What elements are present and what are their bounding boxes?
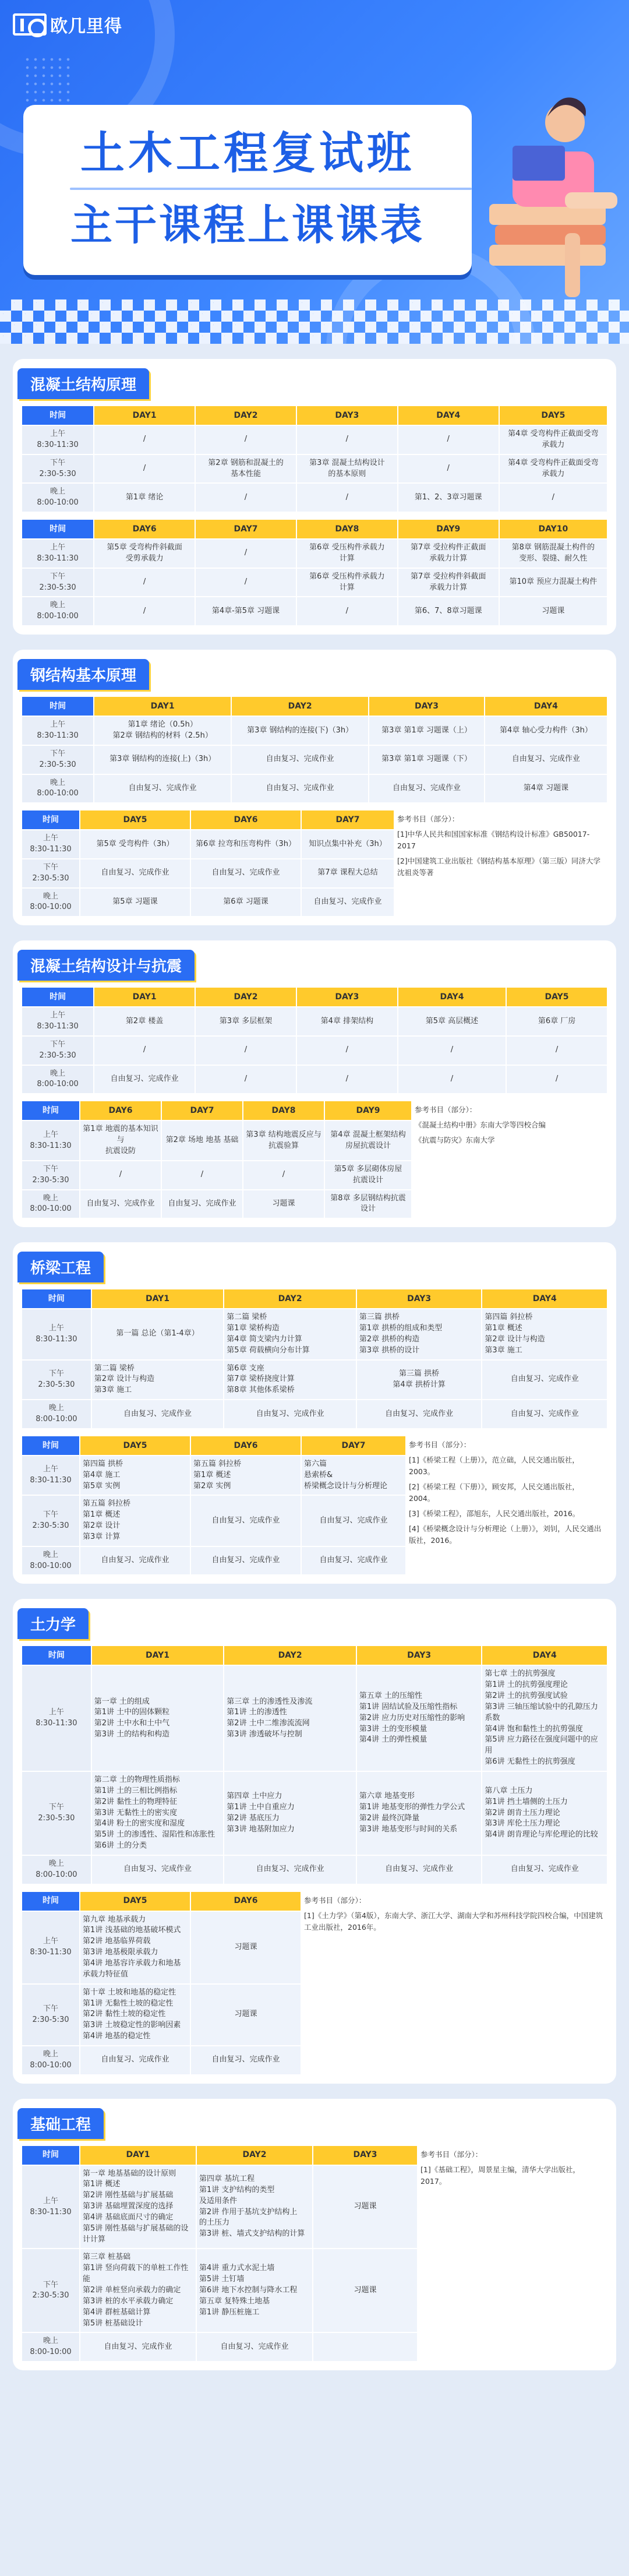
schedule-table xyxy=(21,1288,608,1429)
time-slot: 下午 2:30-5:30 xyxy=(22,568,94,597)
hero-banner xyxy=(0,0,629,344)
time-header: 时间 xyxy=(22,1645,91,1665)
time-header: 时间 xyxy=(22,1289,91,1309)
day-header: DAY5 xyxy=(80,1891,190,1911)
lesson-cell: 第8章 钢筋混凝土构件的 变形、裂缝、耐久性 xyxy=(499,539,607,568)
day-header: DAY9 xyxy=(398,519,499,539)
title-card xyxy=(23,105,472,275)
time-header: 时间 xyxy=(22,519,94,539)
section-card xyxy=(13,2099,616,2371)
schedule-table xyxy=(21,809,608,917)
day-header: DAY5 xyxy=(499,406,607,425)
table-row xyxy=(22,1360,607,1400)
lesson-cell: 第2章 场地 地基 基础 xyxy=(161,1120,243,1161)
table-header-row xyxy=(22,2145,607,2165)
day-header: DAY7 xyxy=(301,810,394,830)
table-row xyxy=(22,1065,607,1094)
time-slot: 晚上 8:00-10:00 xyxy=(22,1065,94,1094)
schedule-table xyxy=(21,1100,608,1219)
schedule-table xyxy=(21,1435,608,1576)
lesson-cell: / xyxy=(398,1065,506,1094)
schedule-table xyxy=(21,405,608,513)
schedule-table xyxy=(21,1645,608,1884)
day-header: DAY3 xyxy=(369,696,485,716)
lesson-cell: 第3章 第1章 习题课（上） xyxy=(369,716,485,745)
lesson-cell: 第1章 地震的基本知识与 抗震设防 xyxy=(80,1120,161,1161)
day-header: DAY4 xyxy=(398,406,499,425)
time-slot: 下午 2:30-5:30 xyxy=(22,1495,80,1546)
lesson-cell: 第8章 多层钢结构抗震 设计 xyxy=(324,1190,412,1219)
table-header-row xyxy=(22,1436,607,1456)
day-header: DAY10 xyxy=(499,519,607,539)
time-slot: 上午 8:30-11:30 xyxy=(22,1456,80,1496)
reference-item: [2]中国建筑工业出版社《钢结构基本原理》（第三版）同济大学沈祖炎等著 xyxy=(397,857,600,878)
lesson-cell: 第4章 受弯构件正截面受弯 承载力 xyxy=(499,454,607,484)
schedule-table xyxy=(21,2145,608,2363)
lesson-cell: 第3章 钢结构的连接(上)（3h） xyxy=(94,745,231,774)
reference-books xyxy=(412,1101,607,1218)
lesson-cell: 第6章 受压构件承载力 计算 xyxy=(296,568,398,597)
lesson-cell: / xyxy=(296,597,398,626)
time-slot: 上午 8:30-11:30 xyxy=(22,539,94,568)
time-slot: 下午 2:30-5:30 xyxy=(22,745,94,774)
lesson-cell: 第6、7、8章习题课 xyxy=(398,597,499,626)
schedule-table xyxy=(21,1891,608,2075)
table-row xyxy=(22,1036,607,1065)
lesson-cell: 自由复习、完成作业 xyxy=(190,1495,301,1546)
reference-books xyxy=(406,1436,607,1576)
lesson-cell: 第5章 高层概述 xyxy=(398,1007,506,1036)
time-slot: 下午 2:30-5:30 xyxy=(22,1360,91,1400)
time-header: 时间 xyxy=(22,1891,80,1911)
time-slot: 晚上 8:00-10:00 xyxy=(22,1190,80,1219)
reference-item: [1]《桥梁工程（上册）》，范立础，人民交通出版社，2003。 xyxy=(409,1455,579,1476)
time-slot: 下午 2:30-5:30 xyxy=(22,1984,80,2046)
day-header: DAY5 xyxy=(80,810,190,830)
table-row xyxy=(22,454,607,484)
table-row xyxy=(22,1400,607,1429)
reference-books xyxy=(394,810,607,917)
lesson-cell: / xyxy=(94,1036,195,1065)
lesson-cell: / xyxy=(94,568,195,597)
time-header: 时间 xyxy=(22,406,94,425)
lesson-cell: 第6章 厂房 xyxy=(506,1007,607,1036)
day-header: DAY7 xyxy=(161,1101,243,1120)
reference-item: [1]《土力学》（第4版），东南大学、浙江大学、湖南大学和苏州科技学院四校合编，中国建筑工业出版社，2016年。 xyxy=(304,1911,603,1932)
reference-item: [1]《基础工程》，周景星主编，清华大学出版社，2017。 xyxy=(420,2165,580,2186)
section-card xyxy=(13,1242,616,1584)
lesson-cell: 第4章 混凝土框架结构 房屋抗震设计 xyxy=(324,1120,412,1161)
lesson-cell: 自由复习、完成作业 xyxy=(485,745,607,774)
time-header: 时间 xyxy=(22,2145,80,2165)
section-card xyxy=(13,359,616,635)
day-header: DAY1 xyxy=(91,1289,224,1309)
lesson-cell: 第7章 受拉构件正截面 承载力计算 xyxy=(398,539,499,568)
lesson-cell: 习题课 xyxy=(190,1911,301,1984)
lesson-cell: 第4章 排架结构 xyxy=(296,1007,398,1036)
lesson-cell: 第3章 钢结构的连接(下)（3h） xyxy=(231,716,369,745)
lesson-cell: 自由复习、完成作业 xyxy=(80,859,190,888)
lesson-cell: / xyxy=(398,425,499,454)
lesson-cell: / xyxy=(80,1161,161,1190)
section-title: 混凝土结构设计与抗震 xyxy=(17,950,195,981)
reference-item: 参考书目（部分）： xyxy=(415,1105,477,1115)
lesson-cell: 自由复习、完成作业 xyxy=(94,774,231,804)
day-header: DAY1 xyxy=(94,406,195,425)
lesson-cell: 自由复习、完成作业 xyxy=(80,1190,161,1219)
lesson-cell: 习题课 xyxy=(313,2249,418,2332)
time-slot: 晚上 8:00-10:00 xyxy=(22,2332,80,2362)
lesson-cell: 第2章 楼盖 xyxy=(94,1007,195,1036)
lesson-cell: 自由复习、完成作业 xyxy=(301,1546,406,1576)
lesson-cell: 第二篇 梁桥 第2章 设计与构造 第3章 施工 xyxy=(91,1360,224,1400)
schedule-table xyxy=(21,519,608,626)
time-slot: 晚上 8:00-10:00 xyxy=(22,483,94,512)
day-header: DAY2 xyxy=(196,2145,313,2165)
section-title: 桥梁工程 xyxy=(17,1252,104,1282)
lesson-cell: 自由复习、完成作业 xyxy=(190,2046,301,2075)
reference-item: [2]《桥梁工程（下册）》，顾安邦，人民交通出版社，2004。 xyxy=(409,1482,579,1503)
lesson-cell: 第三篇 拱桥 第1章 拱桥的组成和类型 第2章 拱桥的构造 第3章 拱桥的设计 xyxy=(356,1309,482,1359)
day-header: DAY2 xyxy=(195,406,296,425)
time-header: 时间 xyxy=(22,987,94,1007)
day-header: DAY8 xyxy=(243,1101,324,1120)
day-header: DAY4 xyxy=(398,987,506,1007)
lesson-cell: 第六章 地基变形 第1讲 地基变形的弹性力学公式 第2讲 最终沉降量 第3讲 地基变形与时间的关系 xyxy=(356,1771,482,1855)
lesson-cell: 第四篇 拱桥 第4章 施工 第5章 实例 xyxy=(80,1456,190,1496)
page-subtitle: 主干课程上课课表 xyxy=(70,200,425,249)
table-row xyxy=(22,425,607,454)
day-header: DAY3 xyxy=(313,2145,418,2165)
day-header: DAY2 xyxy=(231,696,369,716)
lesson-cell: 第1、2、3章习题课 xyxy=(398,483,499,512)
table-row xyxy=(22,745,607,774)
time-slot: 上午 8:30-11:30 xyxy=(22,2165,80,2249)
day-header: DAY2 xyxy=(224,1645,356,1665)
lesson-cell: 第3章 混凝土结构设计 的基本原则 xyxy=(296,454,398,484)
table-header-row xyxy=(22,987,607,1007)
lesson-cell: 自由复习、完成作业 xyxy=(231,745,369,774)
table-row xyxy=(22,597,607,626)
day-header: DAY1 xyxy=(80,2145,196,2165)
lesson-cell: / xyxy=(296,1065,398,1094)
lesson-cell: 第五篇 斜拉桥 第1章 概述 第2章 设计 第3章 计算 xyxy=(80,1495,190,1546)
checker-decor xyxy=(0,299,629,344)
lesson-cell: 第一篇 总论（第1-4章） xyxy=(91,1309,224,1359)
table-header-row xyxy=(22,1891,607,1911)
time-header: 时间 xyxy=(22,1436,80,1456)
lesson-cell: 自由复习、完成作业 xyxy=(231,774,369,804)
table-header-row xyxy=(22,810,607,830)
table-row xyxy=(22,1855,607,1884)
section-title: 混凝土结构原理 xyxy=(17,368,149,399)
time-slot: 晚上 8:00-10:00 xyxy=(22,888,80,917)
lesson-cell: 第5章 受弯构件（3h） xyxy=(80,830,190,859)
lesson-cell: 第6章 支座 第7章 梁桥挠度计算 第8章 其他体系梁桥 xyxy=(224,1360,356,1400)
time-slot: 上午 8:30-11:30 xyxy=(22,716,94,745)
lesson-cell: 知识点集中补充（3h） xyxy=(301,830,394,859)
lesson-cell: 习题课 xyxy=(313,2165,418,2249)
lesson-cell: 自由复习、完成作业 xyxy=(482,1360,607,1400)
time-slot: 上午 8:30-11:30 xyxy=(22,1911,80,1984)
day-header: DAY2 xyxy=(224,1289,356,1309)
page-title: 土木工程复试班 xyxy=(80,127,415,179)
brand-name: 欧几里得 xyxy=(50,16,122,37)
reference-item: [4]《桥梁概念设计与分析理论（上册）》，刘钊，人民交通出版社，2016。 xyxy=(409,1524,602,1545)
lesson-cell: 第4章-第5章 习题课 xyxy=(195,597,296,626)
reference-item: [1]中华人民共和国国家标准《钢结构设计标准》GB50017-2017 xyxy=(397,830,590,851)
reference-item: 参考书目（部分）： xyxy=(420,2149,483,2159)
lesson-cell: / xyxy=(506,1065,607,1094)
lesson-cell: 自由复习、完成作业 xyxy=(301,888,394,917)
lesson-cell: / xyxy=(506,1036,607,1065)
schedule-table xyxy=(21,696,608,804)
lesson-cell: 习题课 xyxy=(243,1190,324,1219)
day-header: DAY6 xyxy=(190,1436,301,1456)
day-header: DAY1 xyxy=(91,1645,224,1665)
lesson-cell: 第六篇 悬索桥& 桥梁概念设计与分析理论 xyxy=(301,1456,406,1496)
time-slot: 上午 8:30-11:30 xyxy=(22,1120,80,1161)
lesson-cell: 自由复习、完成作业 xyxy=(356,1400,482,1429)
time-slot: 晚上 8:00-10:00 xyxy=(22,1546,80,1576)
lesson-cell: 第八章 土压力 第1讲 挡土墙侧的土压力 第2讲 朗肯土压力理论 第3讲 库伦土压力理论 第4讲 朗肯理论与库伦理论的比较 xyxy=(482,1771,607,1855)
lesson-cell: / xyxy=(296,425,398,454)
lesson-cell: 第二章 土的物理性质指标 第1讲 土的三相比例指标 第2讲 黏性土的物理特征 第3讲 无黏性土的密实度 第4讲 粉土的密实度和湿度 第5讲 土的渗透性、湿陷性和冻胀性 第6讲 土的分类 xyxy=(91,1771,224,1855)
lesson-cell: 第6章 拉弯和压弯构件（3h） xyxy=(190,830,301,859)
time-header: 时间 xyxy=(22,810,80,830)
table-row xyxy=(22,774,607,804)
lesson-cell: 自由复习、完成作业 xyxy=(482,1400,607,1429)
lesson-cell: 第10章 预应力混凝土构件 xyxy=(499,568,607,597)
lesson-cell xyxy=(313,2332,418,2362)
lesson-cell: 习题课 xyxy=(499,597,607,626)
lesson-cell: 第5章 习题课 xyxy=(80,888,190,917)
lesson-cell: 习题课 xyxy=(190,1984,301,2046)
time-slot: 上午 8:30-11:30 xyxy=(22,1665,91,1771)
lesson-cell: 第5章 多层砌体房屋 抗震设计 xyxy=(324,1161,412,1190)
lesson-cell: 第6章 习题课 xyxy=(190,888,301,917)
lesson-cell: 第2章 钢筋和混凝土的 基本性能 xyxy=(195,454,296,484)
lesson-cell: 第四篇 斜拉桥 第1章 概述 第2章 设计与构造 第3章 施工 xyxy=(482,1309,607,1359)
time-slot: 晚上 8:00-10:00 xyxy=(22,2046,80,2075)
day-header: DAY7 xyxy=(195,519,296,539)
lesson-cell: 第4章 习题课 xyxy=(485,774,607,804)
lesson-cell: / xyxy=(94,425,195,454)
time-slot: 下午 2:30-5:30 xyxy=(22,1036,94,1065)
time-slot: 下午 2:30-5:30 xyxy=(22,1161,80,1190)
lesson-cell: 第3章 结构地震反应与 抗震验算 xyxy=(243,1120,324,1161)
day-header: DAY4 xyxy=(482,1289,607,1309)
lesson-cell: 自由复习、完成作业 xyxy=(369,774,485,804)
lesson-cell: / xyxy=(94,454,195,484)
lesson-cell: 自由复习、完成作业 xyxy=(91,1855,224,1884)
table-row xyxy=(22,716,607,745)
section-title: 基础工程 xyxy=(17,2108,104,2139)
table-header-row xyxy=(22,406,607,425)
lesson-cell: / xyxy=(243,1161,324,1190)
table-header-row xyxy=(22,519,607,539)
day-header: DAY6 xyxy=(190,1891,301,1911)
table-row xyxy=(22,1771,607,1855)
section-card xyxy=(13,940,616,1227)
lesson-cell: / xyxy=(94,597,195,626)
lesson-cell: 自由复习、完成作业 xyxy=(161,1190,243,1219)
section-title: 钢结构基本原理 xyxy=(17,659,149,690)
lesson-cell: 自由复习、完成作业 xyxy=(94,1065,195,1094)
time-slot: 晚上 8:00-10:00 xyxy=(22,597,94,626)
time-slot: 晚上 8:00-10:00 xyxy=(22,1400,91,1429)
lesson-cell: 第三章 桩基础 第1讲 竖向荷载下的单桩工作性能 第2讲 单桩竖向承载力的确定 第3讲 桩的水平承载力确定 第4讲 群桩基础计算 第5讲 桩基础设计 xyxy=(80,2249,196,2332)
brand-logo xyxy=(13,12,122,37)
reference-item: 参考书目（部分）： xyxy=(304,1895,366,1905)
lesson-cell: / xyxy=(195,539,296,568)
lesson-cell: 自由复习、完成作业 xyxy=(196,2332,313,2362)
lesson-cell: 自由复习、完成作业 xyxy=(356,1855,482,1884)
schedule-list xyxy=(0,359,629,2370)
section-card xyxy=(13,1599,616,2083)
reference-item: 《抗震与防灾》东南大学 xyxy=(415,1136,495,1145)
reference-item: 参考书目（部分）： xyxy=(409,1440,471,1449)
time-slot: 上午 8:30-11:30 xyxy=(22,425,94,454)
lesson-cell: 自由复习、完成作业 xyxy=(224,1855,356,1884)
day-header: DAY6 xyxy=(94,519,195,539)
lesson-cell: 第6章 受压构件承载力 计算 xyxy=(296,539,398,568)
lesson-cell: 第三篇 拱桥 第4章 拱桥计算 xyxy=(356,1360,482,1400)
lesson-cell: 第三章 土的渗透性及渗流 第1讲 土的渗透性 第2讲 土中二维渗流流网 第3讲 渗透破坏与控制 xyxy=(224,1665,356,1771)
lesson-cell: 自由复习、完成作业 xyxy=(80,2046,190,2075)
day-header: DAY6 xyxy=(80,1101,161,1120)
lesson-cell: / xyxy=(161,1161,243,1190)
lesson-cell: 第1章 绪论 xyxy=(94,483,195,512)
lesson-cell: / xyxy=(296,1036,398,1065)
lesson-cell: / xyxy=(398,1036,506,1065)
lesson-cell: / xyxy=(195,568,296,597)
lesson-cell: / xyxy=(195,1065,296,1094)
time-slot: 上午 8:30-11:30 xyxy=(22,830,80,859)
lesson-cell: 自由复习、完成作业 xyxy=(190,1546,301,1576)
time-header: 时间 xyxy=(22,1101,80,1120)
lesson-cell: 第五章 土的压缩性 第1讲 固结试验及压缩性指标 第2讲 应力历史对压缩性的影响 第3讲 土的变形模量 第4讲 土的弹性模量 xyxy=(356,1665,482,1771)
lesson-cell: 第5章 受弯构件斜截面 受剪承载力 xyxy=(94,539,195,568)
table-row xyxy=(22,483,607,512)
day-header: DAY8 xyxy=(296,519,398,539)
title-divider xyxy=(70,188,472,190)
lesson-cell: 自由复习、完成作业 xyxy=(80,2332,196,2362)
lesson-cell: 第7章 受拉构件斜截面 承载力计算 xyxy=(398,568,499,597)
lesson-cell: / xyxy=(195,1036,296,1065)
time-slot: 上午 8:30-11:30 xyxy=(22,1007,94,1036)
table-row xyxy=(22,568,607,597)
day-header: DAY2 xyxy=(195,987,296,1007)
student-illustration-icon xyxy=(478,58,623,303)
day-header: DAY4 xyxy=(485,696,607,716)
time-slot: 下午 2:30-5:30 xyxy=(22,454,94,484)
lesson-cell: 自由复习、完成作业 xyxy=(80,1546,190,1576)
lesson-cell: 自由复习、完成作业 xyxy=(482,1855,607,1884)
lesson-cell: 第七章 土的抗剪强度 第1讲 土的抗剪强度理论 第2讲 土的抗剪强度试验 第3讲 三轴压缩试验中的孔隙压力系数 第4讲 饱和黏性土的抗剪强度 第5讲 应力路径在强度问题中的应用 第6讲 无黏性土的抗剪强度 xyxy=(482,1665,607,1771)
lesson-cell: 第4章 受弯构件正截面受弯 承载力 xyxy=(499,425,607,454)
reference-item: 《混凝土结构中册》东南大学等四校合编 xyxy=(415,1120,546,1130)
lesson-cell: / xyxy=(195,425,296,454)
section-card xyxy=(13,650,616,925)
day-header: DAY3 xyxy=(356,1645,482,1665)
lesson-cell: 第九章 地基承载力 第1讲 浅基础的地基破坏模式 第2讲 地基临界荷载 第3讲 地基极限承载力 第4讲 地基容许承载力和地基承载力特征值 xyxy=(80,1911,190,1984)
day-header: DAY5 xyxy=(506,987,607,1007)
lesson-cell: 自由复习、完成作业 xyxy=(224,1400,356,1429)
lesson-cell: 第一章 地基基础的设计原则 第1讲 概述 第2讲 刚性基础与扩展基础 第3讲 基础埋置深度的选择 第4讲 基础底面尺寸的确定 第5讲 刚性基础与扩展基础的设计计算 xyxy=(80,2165,196,2249)
day-header: DAY3 xyxy=(296,406,398,425)
lesson-cell: 第3章 多层框架 xyxy=(195,1007,296,1036)
reference-item: 参考书目（部分）： xyxy=(397,815,460,824)
day-header: DAY1 xyxy=(94,987,195,1007)
lesson-cell: / xyxy=(296,483,398,512)
day-header: DAY5 xyxy=(80,1436,190,1456)
lesson-cell: / xyxy=(398,454,499,484)
table-row xyxy=(22,1309,607,1359)
table-header-row xyxy=(22,696,607,716)
lesson-cell: 第十章 土坡和地基的稳定性 第1讲 无黏性土坡的稳定性 第2讲 黏性土坡的稳定性 第3讲 土坡稳定性的影响因素 第4讲 地基的稳定性 xyxy=(80,1984,190,2046)
day-header: DAY9 xyxy=(324,1101,412,1120)
lesson-cell: 第五篇 斜拉桥 第1章 概述 第2章 实例 xyxy=(190,1456,301,1496)
day-header: DAY3 xyxy=(356,1289,482,1309)
reference-books xyxy=(301,1891,607,2075)
lesson-cell: 第一章 土的组成 第1讲 土中的固体颗粒 第2讲 土中水和土中气 第3讲 土的结构和构造 xyxy=(91,1665,224,1771)
time-slot: 晚上 8:00-10:00 xyxy=(22,1855,91,1884)
time-slot: 下午 2:30-5:30 xyxy=(22,859,80,888)
time-slot: 下午 2:30-5:30 xyxy=(22,2249,80,2332)
time-slot: 晚上 8:00-10:00 xyxy=(22,774,94,804)
table-row xyxy=(22,539,607,568)
lesson-cell: 第四章 土中应力 第1讲 土中自重应力 第2讲 基底压力 第3讲 地基附加应力 xyxy=(224,1771,356,1855)
table-header-row xyxy=(22,1101,607,1120)
lesson-cell: 第四章 基坑工程 第1讲 支护结构的类型 及适用条件 第2讲 作用于基坑支护结构上 的土压力 第3讲 桩、墙式支护结构的计算 xyxy=(196,2165,313,2249)
day-header: DAY7 xyxy=(301,1436,406,1456)
section-title: 土力学 xyxy=(17,1608,89,1639)
table-header-row xyxy=(22,1645,607,1665)
lesson-cell: 第7章 课程大总结 xyxy=(301,859,394,888)
day-header: DAY3 xyxy=(296,987,398,1007)
reference-item: [3]《桥梁工程》，邵旭东，人民交通出版社，2016。 xyxy=(409,1509,580,1518)
table-row xyxy=(22,1007,607,1036)
schedule-table xyxy=(21,986,608,1094)
lesson-cell: 自由复习、完成作业 xyxy=(91,1400,224,1429)
day-header: DAY1 xyxy=(94,696,231,716)
lesson-cell: 自由复习、完成作业 xyxy=(190,859,301,888)
lesson-cell: 第4章 轴心受力构件（3h） xyxy=(485,716,607,745)
time-slot: 上午 8:30-11:30 xyxy=(22,1309,91,1359)
logo-icon xyxy=(13,13,47,36)
time-slot: 下午 2:30-5:30 xyxy=(22,1771,91,1855)
lesson-cell: 第3章 第1章 习题课（下） xyxy=(369,745,485,774)
day-header: DAY4 xyxy=(482,1645,607,1665)
lesson-cell: 自由复习、完成作业 xyxy=(301,1495,406,1546)
lesson-cell: / xyxy=(195,483,296,512)
time-header: 时间 xyxy=(22,696,94,716)
lesson-cell: 第1章 绪论（0.5h） 第2章 钢结构的材料（2.5h） xyxy=(94,716,231,745)
lesson-cell: / xyxy=(499,483,607,512)
table-row xyxy=(22,1665,607,1771)
reference-books xyxy=(418,2145,607,2362)
table-header-row xyxy=(22,1289,607,1309)
lesson-cell: 第4讲 重力式水泥土墙 第5讲 土钉墙 第6讲 地下水控制与降水工程 第五章 复特殊土地基 第1讲 静压桩施工 xyxy=(196,2249,313,2332)
day-header: DAY6 xyxy=(190,810,301,830)
lesson-cell: 第二篇 梁桥 第1章 梁桥构造 第4章 简支梁内力计算 第5章 荷载横向分布计算 xyxy=(224,1309,356,1359)
